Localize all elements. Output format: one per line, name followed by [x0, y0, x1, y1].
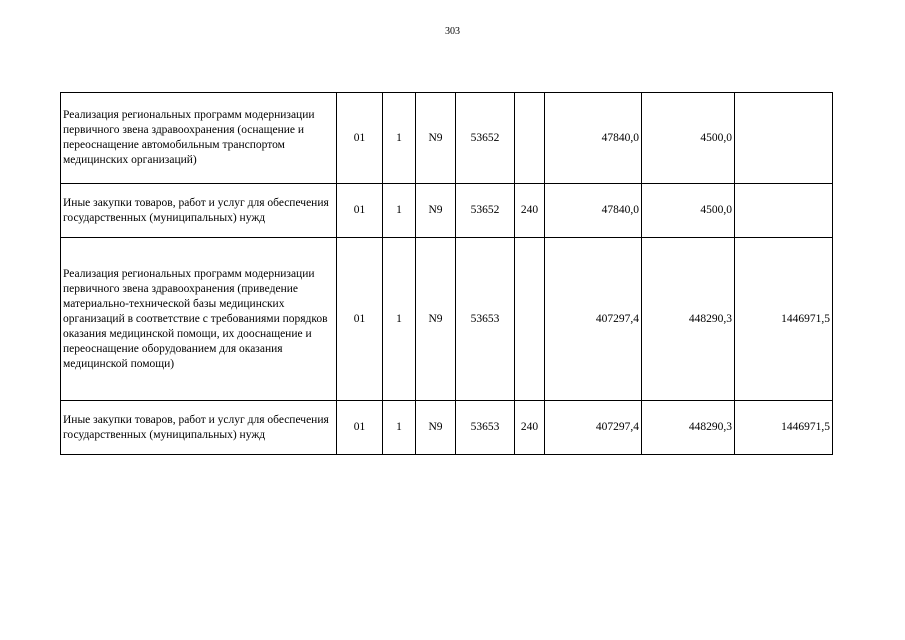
row-program: N9: [416, 238, 456, 401]
row-subsection: 1: [383, 93, 416, 184]
row-expense-type: 240: [515, 184, 545, 238]
row-section: 01: [337, 401, 383, 455]
row-description: Иные закупки товаров, работ и услуг для обеспечения государственных (муниципальных) нужд: [61, 184, 337, 238]
row-code: 53653: [456, 401, 515, 455]
row-expense-type: [515, 93, 545, 184]
row-description: Реализация региональных программ модернизации первичного звена здравоохранения (оснащение и переоснащение автомобильным транспортом медицинских организаций): [61, 93, 337, 184]
row-code: 53652: [456, 93, 515, 184]
row-amount-2: 448290,3: [642, 238, 735, 401]
table-row: [61, 184, 833, 238]
row-description: Иные закупки товаров, работ и услуг для обеспечения государственных (муниципальных) нужд: [61, 401, 337, 455]
row-expense-type: [515, 238, 545, 401]
row-amount-3: [735, 184, 833, 238]
row-amount-3: [735, 93, 833, 184]
table-row: [61, 401, 833, 455]
row-code: 53653: [456, 238, 515, 401]
row-subsection: 1: [383, 401, 416, 455]
row-code: 53652: [456, 184, 515, 238]
row-amount-2: 4500,0: [642, 93, 735, 184]
row-program: N9: [416, 93, 456, 184]
row-section: 01: [337, 184, 383, 238]
row-program: N9: [416, 401, 456, 455]
page-number: 303: [445, 26, 460, 37]
budget-table: [60, 92, 833, 455]
row-amount-3: 1446971,5: [735, 401, 833, 455]
row-program: N9: [416, 184, 456, 238]
row-section: 01: [337, 238, 383, 401]
row-amount-3: 1446971,5: [735, 238, 833, 401]
row-expense-type: 240: [515, 401, 545, 455]
row-amount-2: 448290,3: [642, 401, 735, 455]
row-section: 01: [337, 93, 383, 184]
row-amount-1: 407297,4: [545, 238, 642, 401]
row-amount-1: 47840,0: [545, 184, 642, 238]
row-amount-2: 4500,0: [642, 184, 735, 238]
row-description: Реализация региональных программ модернизации первичного звена здравоохранения (приведение материально-технической базы медицинских организаций в соответствие с требованиями порядков оказания медицинской помощи, их дооснащение и переоснащение оборудованием для оказания медицинской помощи): [61, 238, 337, 401]
row-subsection: 1: [383, 238, 416, 401]
row-subsection: 1: [383, 184, 416, 238]
table-row: [61, 93, 833, 184]
table-row: [61, 238, 833, 401]
row-amount-1: 407297,4: [545, 401, 642, 455]
row-amount-1: 47840,0: [545, 93, 642, 184]
